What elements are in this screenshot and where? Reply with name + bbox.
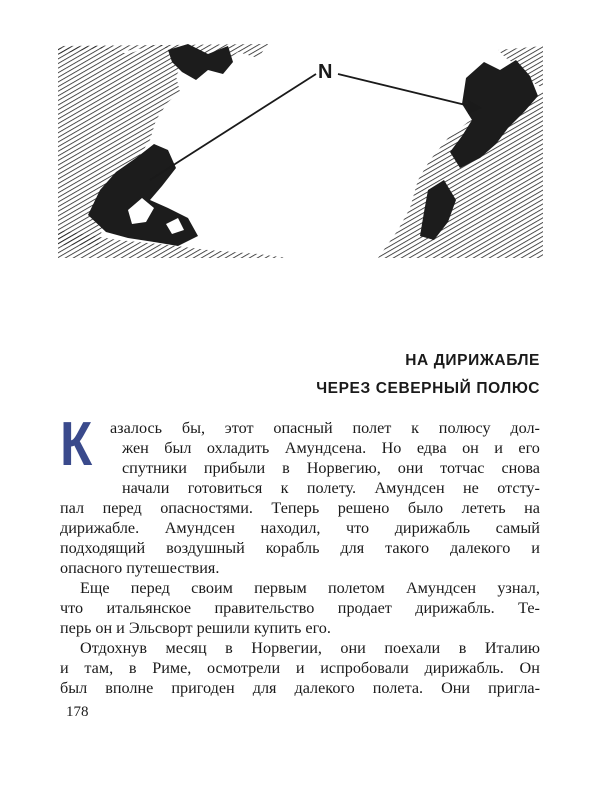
body-line-7: подходящий воздушный корабль для такого далекого и: [60, 539, 540, 557]
route-map-illustration: [58, 40, 543, 260]
body-line-10: что итальянское правительство продает дирижабль. Те-: [60, 599, 540, 617]
body-line-11: перь он и Эльсворт решили купить его.: [60, 619, 331, 637]
chapter-title-line-2: ЧЕРЕЗ СЕВЕРНЫЙ ПОЛЮС: [316, 380, 540, 397]
body-line-4: начали готовиться к полету. Амундсен не отсту-: [122, 479, 540, 497]
body-line-6: дирижабле. Амундсен находил, что дирижабль самый: [60, 519, 540, 537]
body-line-3: спутники прибыли в Норвегию, они тотчас снова: [122, 459, 540, 477]
chapter-title-line-1: НА ДИРИЖАБЛЕ: [405, 352, 540, 369]
body-line-1: азалось бы, этот опасный полет к полюсу дол-: [110, 419, 540, 437]
body-line-8: опасного путешествия.: [60, 559, 220, 577]
page-number: 178: [66, 704, 89, 720]
body-line-2: жен был охладить Амундсена. Но едва он и его: [122, 439, 540, 457]
drop-cap-letter: К: [60, 410, 93, 479]
body-line-14: был вполне пригоден для далекого полета. Они пригла-: [60, 679, 540, 697]
north-marker-label: N: [318, 61, 333, 83]
body-line-12: Отдохнув месяц в Норвегии, они поехали в Италию: [80, 639, 540, 657]
route-line-right: [338, 74, 478, 108]
body-line-9: Еще перед своим первым полетом Амундсен узнал,: [80, 579, 540, 597]
body-line-13: и там, в Риме, осмотрели и испробовали дирижабль. Он: [60, 659, 540, 677]
body-line-5: пал перед опасностями. Теперь решено было лететь на: [60, 499, 540, 517]
